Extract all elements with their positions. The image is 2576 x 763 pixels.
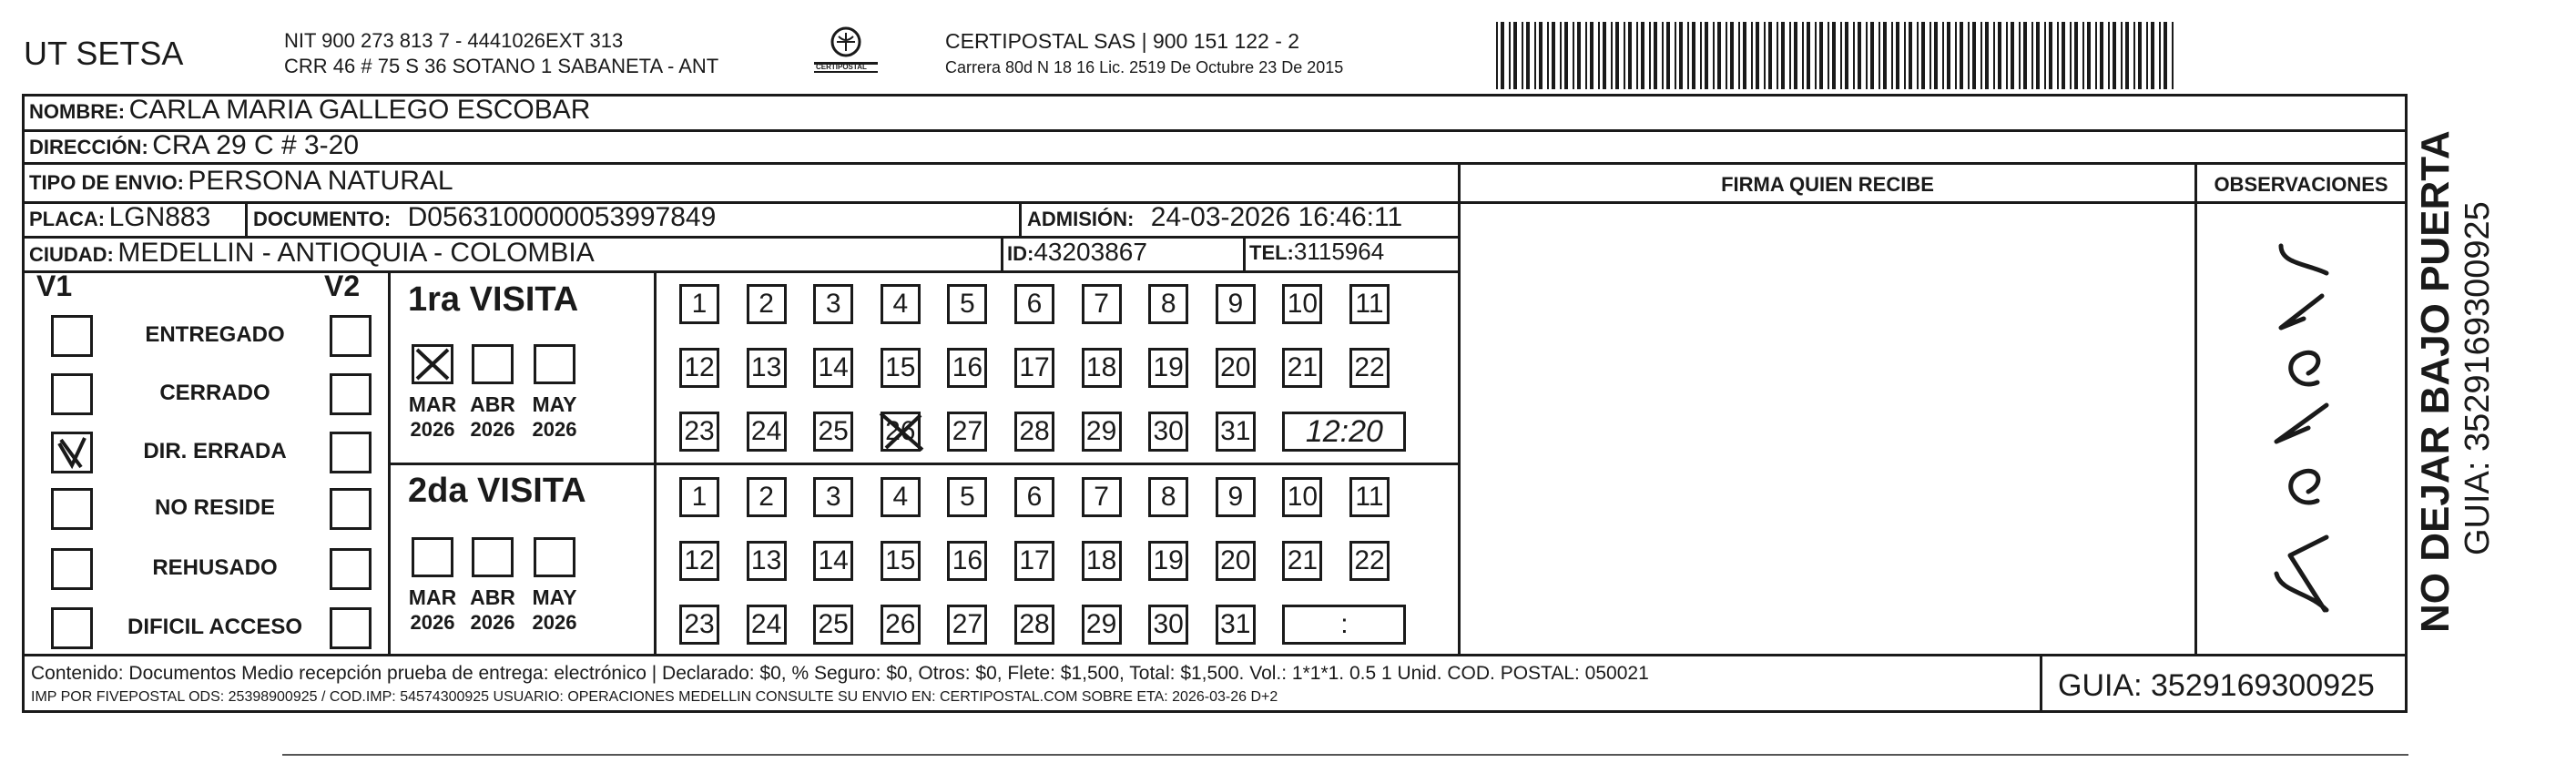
v1-checkbox[interactable] xyxy=(51,315,93,357)
barcode-bar xyxy=(1789,22,1791,89)
day-box[interactable]: 27 xyxy=(947,605,987,645)
id-value: 43203867 xyxy=(1033,238,1147,266)
barcode-bar xyxy=(1679,22,1683,89)
tipo-value: PERSONA NATURAL xyxy=(188,166,453,196)
x-mark-icon xyxy=(877,410,926,453)
barcode-bar xyxy=(2036,22,2040,89)
barcode-bar xyxy=(1845,22,1848,89)
address-line: CRR 46 # 75 S 36 SOTANO 1 SABANETA - ANT xyxy=(284,55,719,77)
ciudad-value: MEDELLIN - ANTIOQUIA - COLOMBIA xyxy=(117,238,595,268)
tipo-label: TIPO DE ENVIO: xyxy=(29,171,184,194)
barcode-bar xyxy=(1501,22,1504,89)
barcode-bar xyxy=(1654,22,1657,89)
day-box[interactable]: 23 xyxy=(679,605,719,645)
day-box[interactable]: 6 xyxy=(1014,477,1054,517)
direccion-value: CRA 29 C # 3-20 xyxy=(152,130,360,160)
day-box[interactable]: 19 xyxy=(1148,541,1188,581)
day-box[interactable]: 25 xyxy=(813,605,853,645)
day-box[interactable]: 1 xyxy=(679,477,719,517)
day-box[interactable]: 31 xyxy=(1216,605,1256,645)
first-visit-title: 1ra VISITA xyxy=(408,280,579,319)
day-box[interactable]: 11 xyxy=(1349,477,1390,517)
month-checkbox[interactable] xyxy=(534,344,575,384)
barcode-bar xyxy=(1547,22,1549,89)
barcode-bar xyxy=(1815,22,1817,89)
barcode-bar xyxy=(1998,22,2001,89)
barcode-bar xyxy=(1879,22,1880,89)
month-checkbox[interactable] xyxy=(412,344,453,384)
barcode-bar xyxy=(2074,22,2078,89)
company-name: UT SETSA xyxy=(24,35,184,72)
barcode-bar xyxy=(2031,22,2033,89)
direccion-row xyxy=(29,130,359,161)
day-box[interactable]: 18 xyxy=(1082,541,1122,581)
license-line: Carrera 80d N 18 16 Lic. 2519 De Octubre 23 De 2015 xyxy=(945,58,1344,76)
barcode-bar xyxy=(1764,22,1766,89)
barcode-bar xyxy=(1666,22,1670,89)
barcode-bar xyxy=(1828,22,1829,89)
barcode-bar xyxy=(1909,22,1912,89)
barcode-bar xyxy=(1692,22,1695,89)
day-box[interactable]: 24 xyxy=(747,605,787,645)
day-box[interactable]: 2 xyxy=(747,284,787,324)
time-box[interactable]: 12:20 xyxy=(1282,412,1406,452)
day-box[interactable]: 3 xyxy=(813,284,853,324)
nombre-value: CARLA MARIA GALLEGO ESCOBAR xyxy=(128,95,591,125)
barcode-bar xyxy=(1985,22,1989,89)
day-box[interactable]: 25 xyxy=(813,412,853,452)
day-box[interactable]: 15 xyxy=(881,541,921,581)
year-label: 2026 xyxy=(532,418,577,441)
v1-checkbox[interactable] xyxy=(51,432,93,473)
day-box[interactable]: 8 xyxy=(1148,284,1188,324)
id-label: ID: xyxy=(1007,242,1034,265)
barcode-bar xyxy=(1730,22,1734,89)
day-box[interactable]: 16 xyxy=(947,348,987,388)
footer-imp: IMP POR FIVEPOSTAL ODS: 25398900925 / COD.IMP: 54574300925 USUARIO: OPERACIONES MEDELLIN CONSULTE SU ENVIO EN: CERTIPOSTAL.COM SOBRE ETA: 2026-03-26 D+2 xyxy=(31,689,1278,705)
barcode-bar xyxy=(1960,22,1963,89)
v1-checkbox[interactable] xyxy=(51,373,93,415)
v2-checkbox[interactable] xyxy=(330,607,372,649)
day-box[interactable]: 12 xyxy=(679,348,719,388)
barcode-bar xyxy=(1921,22,1925,89)
handwriting-icon xyxy=(2254,209,2354,646)
placa-value: LGN883 xyxy=(108,202,211,232)
day-box[interactable]: 31 xyxy=(1216,412,1256,452)
day-box[interactable]: 24 xyxy=(747,412,787,452)
month-label: MAR xyxy=(408,585,457,609)
side-guia: GUIA: 3529169300925 xyxy=(2459,201,2497,555)
documento-label: DOCUMENTO: xyxy=(253,208,392,230)
day-box[interactable]: 12 xyxy=(679,541,719,581)
carrier-line: CERTIPOSTAL SAS | 900 151 122 - 2 xyxy=(945,29,1300,53)
barcode-bar xyxy=(2006,22,2008,89)
barcode-bar xyxy=(1917,22,1919,89)
barcode-bar xyxy=(1700,22,1702,89)
barcode-bar xyxy=(1552,22,1555,89)
id-row xyxy=(1007,238,1147,267)
barcode-bar xyxy=(1573,22,1574,89)
barcode-bar xyxy=(1980,22,1982,89)
day-box[interactable]: 28 xyxy=(1014,412,1054,452)
barcode-bar xyxy=(1522,22,1523,89)
year-label: 2026 xyxy=(470,611,515,634)
barcode-bar xyxy=(1662,22,1664,89)
status-label: REHUSADO xyxy=(152,555,278,580)
day-box[interactable]: 30 xyxy=(1148,605,1188,645)
barcode xyxy=(1496,22,2177,89)
day-box[interactable]: 21 xyxy=(1282,541,1322,581)
barcode-bar xyxy=(1777,22,1778,89)
day-box[interactable]: 16 xyxy=(947,541,987,581)
v1-label: V1 xyxy=(36,270,73,302)
v1-checkbox[interactable] xyxy=(51,548,93,590)
year-label: 2026 xyxy=(532,611,577,634)
day-box[interactable]: 21 xyxy=(1282,348,1322,388)
nombre-label: NOMBRE: xyxy=(29,100,126,123)
barcode-bar xyxy=(1781,22,1785,89)
barcode-bar xyxy=(1649,22,1651,89)
barcode-bar xyxy=(1756,22,1759,89)
barcode-bar xyxy=(2108,22,2110,89)
barcode-bar xyxy=(2062,22,2065,89)
day-box[interactable]: 17 xyxy=(1014,348,1054,388)
day-box[interactable]: 19 xyxy=(1148,348,1188,388)
barcode-bar xyxy=(1768,22,1772,89)
month-checkbox[interactable] xyxy=(412,537,453,577)
day-box[interactable]: 7 xyxy=(1082,284,1122,324)
barcode-bar xyxy=(1624,22,1625,89)
admision-row xyxy=(1027,202,1402,233)
barcode-bar xyxy=(1904,22,1906,89)
day-box[interactable]: 13 xyxy=(747,541,787,581)
barcode-bar xyxy=(1858,22,1861,89)
status-label: ENTREGADO xyxy=(145,322,285,347)
time-box[interactable]: : xyxy=(1282,605,1406,645)
barcode-bar xyxy=(1603,22,1606,89)
day-box[interactable]: 23 xyxy=(679,412,719,452)
barcode-bar xyxy=(1539,22,1543,89)
barcode-bar xyxy=(1641,22,1644,89)
v2-checkbox[interactable] xyxy=(330,488,372,530)
barcode-bar xyxy=(1993,22,1995,89)
v1-checkbox[interactable] xyxy=(51,607,93,649)
barcode-bar xyxy=(1726,22,1727,89)
barcode-bar xyxy=(1870,22,1874,89)
barcode-bar xyxy=(1705,22,1708,89)
day-box[interactable]: 14 xyxy=(813,541,853,581)
barcode-bar xyxy=(2125,22,2129,89)
barcode-bar xyxy=(2164,22,2167,89)
barcode-bar xyxy=(1751,22,1753,89)
day-box[interactable]: 13 xyxy=(747,348,787,388)
status-label: CERRADO xyxy=(159,381,270,405)
observaciones-label: OBSERVACIONES xyxy=(2214,173,2388,196)
year-label: 2026 xyxy=(470,418,515,441)
barcode-bar xyxy=(2121,22,2123,89)
barcode-bar xyxy=(1934,22,1938,89)
footer-guia: GUIA: 3529169300925 xyxy=(2058,668,2375,703)
barcode-bar xyxy=(2151,22,2154,89)
barcode-bar xyxy=(1509,22,1511,89)
status-label: DIR. ERRADA xyxy=(143,439,287,463)
status-label: NO RESIDE xyxy=(154,495,276,520)
day-box[interactable]: 1 xyxy=(679,284,719,324)
day-box[interactable]: 17 xyxy=(1014,541,1054,581)
firma-label: FIRMA QUIEN RECIBE xyxy=(1721,173,1934,196)
day-box[interactable]: 9 xyxy=(1216,477,1256,517)
barcode-bar xyxy=(1840,22,1842,89)
day-box[interactable]: 26 xyxy=(881,412,921,452)
barcode-bar xyxy=(1832,22,1836,89)
day-box[interactable]: 26 xyxy=(881,605,921,645)
barcode-bar xyxy=(2095,22,2097,89)
tipo-row xyxy=(29,166,453,197)
barcode-bar xyxy=(2023,22,2027,89)
day-box[interactable]: 5 xyxy=(947,477,987,517)
month-checkbox[interactable] xyxy=(534,537,575,577)
x-mark-icon xyxy=(414,347,451,382)
barcode-bar xyxy=(2159,22,2161,89)
placa-row xyxy=(29,202,210,233)
barcode-bar xyxy=(1611,22,1613,89)
month-checkbox[interactable] xyxy=(472,537,514,577)
barcode-bar xyxy=(1628,22,1632,89)
day-box[interactable]: 9 xyxy=(1216,284,1256,324)
day-box[interactable]: 8 xyxy=(1148,477,1188,517)
day-box[interactable]: 20 xyxy=(1216,541,1256,581)
barcode-bar xyxy=(1598,22,1600,89)
barcode-bar xyxy=(1738,22,1740,89)
barcode-bar xyxy=(2172,22,2174,89)
day-box[interactable]: 29 xyxy=(1082,412,1122,452)
year-label: 2026 xyxy=(410,611,455,634)
tel-label: TEL: xyxy=(1249,241,1294,264)
barcode-bar xyxy=(1929,22,1931,89)
direccion-label: DIRECCIÓN: xyxy=(29,136,148,158)
barcode-bar xyxy=(1853,22,1855,89)
barcode-bar xyxy=(2133,22,2135,89)
admision-value: 24-03-2026 16:46:11 xyxy=(1150,202,1403,232)
barcode-bar xyxy=(1968,22,1970,89)
barcode-bar xyxy=(1577,22,1581,89)
barcode-bar xyxy=(1687,22,1689,89)
day-box[interactable]: 22 xyxy=(1349,348,1390,388)
day-box[interactable]: 27 xyxy=(947,412,987,452)
v2-label: V2 xyxy=(324,270,361,302)
documento-row xyxy=(253,202,716,233)
footer-contenido: Contenido: Documentos Medio recepción prueba de entrega: electrónico | Declarado: $0, % Seguro: $0, Otros: $0, Flete: $1,500, Total: $1,500. Vol.: 1*1*1. 0.5 1 Unid. COD. POSTAL: 050021 xyxy=(31,663,1649,684)
barcode-bar xyxy=(1947,22,1950,89)
ciudad-label: CIUDAD: xyxy=(29,243,114,266)
month-label: MAY xyxy=(532,392,577,416)
barcode-bar xyxy=(1675,22,1676,89)
barcode-bar xyxy=(1564,22,1568,89)
handwritten-observation xyxy=(2254,209,2354,646)
barcode-bar xyxy=(1891,22,1893,89)
barcode-bar xyxy=(1896,22,1899,89)
day-box[interactable]: 7 xyxy=(1082,477,1122,517)
v2-checkbox[interactable] xyxy=(330,373,372,415)
v2-checkbox[interactable] xyxy=(330,432,372,473)
barcode-bar xyxy=(2011,22,2014,89)
check-mark-icon xyxy=(54,434,90,471)
tel-row xyxy=(1249,238,1384,266)
day-box[interactable]: 30 xyxy=(1148,412,1188,452)
day-box[interactable]: 4 xyxy=(881,284,921,324)
cross-mark xyxy=(877,410,926,458)
v2-checkbox[interactable] xyxy=(330,315,372,357)
barcode-bar xyxy=(1972,22,1976,89)
barcode-bar xyxy=(1883,22,1887,89)
status-label: DIFICIL ACCESO xyxy=(127,615,302,639)
barcode-bar xyxy=(1794,22,1797,89)
day-box[interactable]: 20 xyxy=(1216,348,1256,388)
barcode-bar xyxy=(2087,22,2091,89)
logo-text: CERTIPOSTAL xyxy=(816,63,867,71)
barcode-bar xyxy=(1513,22,1517,89)
barcode-bar xyxy=(1955,22,1957,89)
v2-checkbox[interactable] xyxy=(330,548,372,590)
barcode-bar xyxy=(1615,22,1619,89)
ciudad-row xyxy=(29,238,595,269)
barcode-bar xyxy=(1802,22,1804,89)
day-box[interactable]: 5 xyxy=(947,284,987,324)
barcode-bar xyxy=(1636,22,1638,89)
day-box[interactable]: 15 xyxy=(881,348,921,388)
barcode-bar xyxy=(2113,22,2116,89)
barcode-bar xyxy=(2049,22,2052,89)
month-label: MAR xyxy=(408,392,457,416)
barcode-bar xyxy=(1713,22,1715,89)
barcode-bar xyxy=(1807,22,1810,89)
day-box[interactable]: 10 xyxy=(1282,284,1322,324)
month-label: ABR xyxy=(470,585,515,609)
barcode-bar xyxy=(1534,22,1536,89)
barcode-bar xyxy=(1526,22,1530,89)
day-box[interactable]: 11 xyxy=(1349,284,1390,324)
day-box[interactable]: 28 xyxy=(1014,605,1054,645)
barcode-bar xyxy=(1743,22,1746,89)
barcode-bar xyxy=(2057,22,2059,89)
day-box[interactable]: 6 xyxy=(1014,284,1054,324)
placa-label: PLACA: xyxy=(29,208,106,230)
tel-value: 3115964 xyxy=(1293,238,1385,265)
side-warning: NO DEJAR BAJO PUERTA xyxy=(2413,130,2458,633)
day-box[interactable]: 22 xyxy=(1349,541,1390,581)
nit-line: NIT 900 273 813 7 - 4441026EXT 313 xyxy=(284,29,624,52)
day-box[interactable]: 2 xyxy=(747,477,787,517)
barcode-bar xyxy=(2044,22,2046,89)
barcode-bar xyxy=(1717,22,1721,89)
certipostal-logo xyxy=(809,24,883,78)
barcode-bar xyxy=(2146,22,2148,89)
nombre-row xyxy=(29,95,590,126)
second-visit-title: 2da VISITA xyxy=(408,472,586,510)
barcode-bar xyxy=(2070,22,2072,89)
barcode-bar xyxy=(2100,22,2103,89)
barcode-bar xyxy=(1590,22,1593,89)
day-box[interactable]: 3 xyxy=(813,477,853,517)
year-label: 2026 xyxy=(410,418,455,441)
barcode-bar xyxy=(1585,22,1587,89)
barcode-bar xyxy=(1942,22,1944,89)
month-checkbox[interactable] xyxy=(472,344,514,384)
day-box[interactable]: 10 xyxy=(1282,477,1322,517)
barcode-bar xyxy=(1866,22,1868,89)
day-box[interactable]: 4 xyxy=(881,477,921,517)
v1-checkbox[interactable] xyxy=(51,488,93,530)
day-box[interactable]: 18 xyxy=(1082,348,1122,388)
barcode-bar xyxy=(1560,22,1562,89)
day-box[interactable]: 14 xyxy=(813,348,853,388)
barcode-bar xyxy=(2019,22,2021,89)
admision-label: ADMISIÓN: xyxy=(1027,208,1135,230)
barcode-bar xyxy=(1496,22,1498,89)
month-label: MAY xyxy=(532,585,577,609)
documento-value: D0563100000053997849 xyxy=(407,202,717,232)
barcode-bar xyxy=(1819,22,1823,89)
barcode-bar xyxy=(2082,22,2084,89)
day-box[interactable]: 29 xyxy=(1082,605,1122,645)
month-label: ABR xyxy=(470,392,515,416)
barcode-bar xyxy=(2138,22,2142,89)
